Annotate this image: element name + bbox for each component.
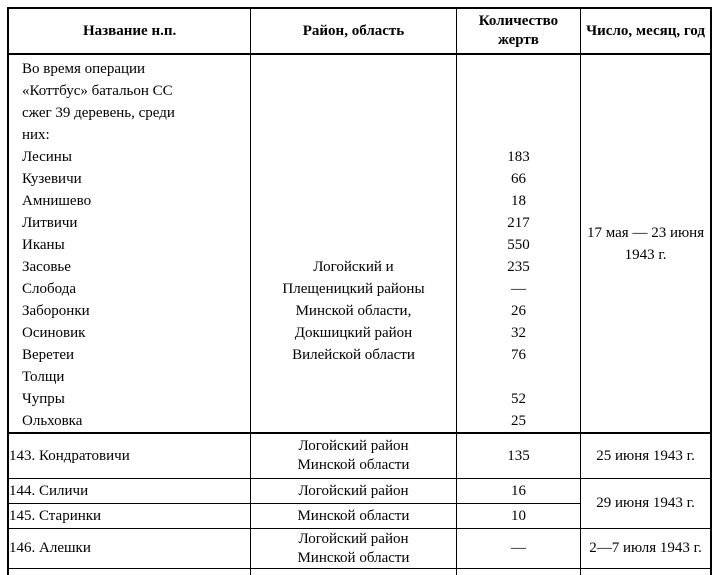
operation-date-cell [581,54,711,433]
row-146-name: 146. Алешки [8,529,251,569]
row-146 [8,529,711,569]
row-145-victims: 10 [456,504,580,529]
village-victims: 235 [507,259,530,275]
village-name: Слобода [22,281,76,297]
operation-intro-line: «Коттбус» батальон СС [22,83,173,99]
header-victims-line2: жертв [497,32,539,48]
row-143-region-line1: Логойский район [298,438,409,454]
village-name: Чупры [22,391,65,407]
row-145-region: Минской области [251,504,457,529]
village-name: Лесины [22,149,72,165]
village-name: Веретеи [22,347,75,363]
region-line: Вилейской области [292,347,415,363]
region-line: Плещеницкий районы [282,281,425,297]
region-spacer [251,124,456,256]
table-header-row [8,8,711,54]
village-name: Засовье [22,259,71,275]
village-name: Ольховка [22,413,83,429]
row-143-victims: 135 [456,433,580,479]
village-name: Заборонки [22,303,90,319]
village-victims: 217 [507,215,530,231]
village-name: Литвичи [22,215,78,231]
row-144 [8,479,711,504]
header-victims-count [456,8,580,54]
village-name: Амнишево [22,193,92,209]
row-cutoff-cell [251,569,457,575]
region-line: Докшицкий район [294,325,413,341]
village-name: Толщи [22,369,65,385]
row-145-name: 145. Старинки [8,504,251,529]
village-victims: — [510,281,526,297]
row-143-name: 143. Кондратовичи [8,433,251,479]
village-victims: 550 [507,237,530,253]
operation-date-line2: 1943 г. [624,246,667,263]
operation-victims-cell [456,54,580,433]
row-cutoff [8,569,711,575]
row-143 [8,433,711,479]
victims-spacer [457,58,580,146]
village-victims: 32 [510,325,526,341]
row-cutoff-cell [8,569,251,575]
row-143-region-line2: Минской области [297,457,410,473]
village-victims: 66 [510,171,526,187]
row-cutoff-cell [456,569,580,575]
operation-intro-line: Во время операции [22,61,146,77]
operation-intro-line: них: [22,127,50,143]
village-name: Кузевичи [22,171,82,187]
row-146-date: 2—7 июля 1943 г. [581,529,711,569]
village-name: Осиновик [22,325,86,341]
village-victims: 18 [510,193,526,209]
region-line: Логойский и [313,259,394,275]
row-143-date: 25 июня 1943 г. [581,433,711,479]
operation-region-cell [251,54,457,433]
row-143-region [251,433,457,479]
row-146-region-line2: Минской области [297,549,410,566]
operation-intro-line: сжег 39 деревень, среди [22,105,175,121]
village-victims: 76 [510,347,526,363]
row-146-victims: — [456,529,580,569]
victims-table [7,7,712,575]
operation-date-line1: 17 мая — 23 июня [587,224,705,241]
header-date: Число, месяц, год [581,8,711,54]
row-cutoff-cell [581,569,711,575]
row-146-region [251,529,457,569]
village-victims [457,366,580,388]
village-victims: 26 [510,303,526,319]
village-victims: 25 [510,413,526,429]
row-144-victims: 16 [456,479,580,504]
region-line: Минской области, [295,303,412,319]
header-victims-line1: Количество [478,13,559,29]
row-144-name: 144. Силичи [8,479,251,504]
row-144-145-date: 29 июня 1943 г. [581,479,711,529]
village-victims: 52 [510,391,526,407]
row-146-region-line1: Логойский район [298,530,409,547]
row-144-region: Логойский район [251,479,457,504]
operation-cottbus-row [8,54,711,433]
village-victims: 183 [507,149,530,165]
header-region: Район, область [251,8,457,54]
village-name: Иканы [22,237,65,253]
header-settlement-name: Название н.п. [8,8,251,54]
operation-names-cell [8,54,251,433]
